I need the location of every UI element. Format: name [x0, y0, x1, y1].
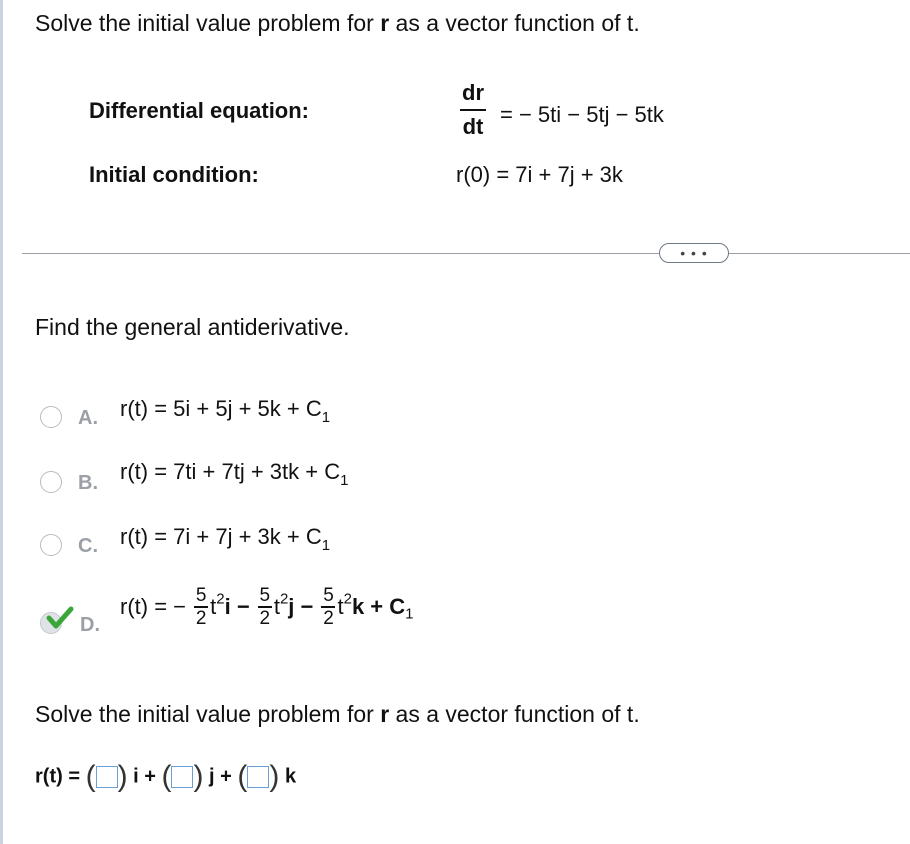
frac-den: 2 — [259, 607, 271, 629]
k-label: k — [284, 765, 297, 788]
frac-den: 2 — [195, 607, 207, 629]
option-c-subscript: 1 — [321, 537, 331, 554]
option-a-subscript: 1 — [321, 409, 331, 426]
i-component-input[interactable] — [96, 766, 118, 788]
option-b-radio[interactable] — [40, 471, 62, 493]
fraction-denominator: dt — [462, 113, 484, 139]
option-d-t2: t — [273, 593, 280, 619]
option-c-text: r(t) = 7i + 7j + 3k + C — [120, 524, 322, 549]
option-c-letter: C. — [78, 535, 98, 557]
option-d-lhs: r(t) = − — [120, 593, 187, 619]
diff-eq-rhs: = − 5ti − 5tj − 5tk — [500, 102, 664, 127]
initial-condition-label: Initial condition: — [89, 162, 259, 187]
question-text — [35, 10, 640, 37]
fraction-bar — [460, 109, 486, 111]
option-d-i: i − — [224, 593, 250, 619]
option-d-letter: D. — [80, 614, 100, 636]
option-d-j: j − — [288, 593, 314, 619]
k-component-input[interactable] — [247, 766, 269, 788]
part2-prefix: Solve the initial value problem for — [35, 701, 381, 727]
initial-condition-expr: r(0) = 7i + 7j + 3k — [456, 162, 623, 187]
option-d-subscript: 1 — [405, 605, 414, 623]
right-paren: ) — [269, 760, 280, 793]
frac-num: 5 — [259, 585, 271, 606]
fraction-numerator: dr — [462, 80, 484, 105]
j-component-input[interactable] — [171, 766, 193, 788]
option-a-expr[interactable] — [120, 396, 330, 426]
option-d-exp3: 2 — [343, 590, 352, 608]
dr-dt-fraction — [460, 80, 486, 140]
question-prefix: Solve the initial value problem for — [35, 10, 381, 36]
option-b-letter: B. — [78, 472, 98, 494]
answer-row — [35, 760, 296, 794]
part2-bold-r: r — [380, 701, 390, 727]
option-d-t3: t — [337, 593, 344, 619]
frac-den: 2 — [323, 607, 334, 629]
diff-eq-label: Differential equation: — [89, 98, 310, 123]
option-d-exp1: 2 — [216, 590, 225, 608]
part1-prompt: Find the general antiderivative. — [35, 314, 350, 340]
answer-lhs: r(t) = — [35, 765, 80, 788]
section-divider — [22, 253, 910, 254]
option-a-text: r(t) = 5i + 5j + 5k + C — [120, 396, 322, 421]
option-b-expr[interactable] — [120, 459, 348, 489]
left-border — [0, 0, 3, 844]
part2-suffix: as a vector function of t. — [389, 701, 640, 727]
left-paren: ( — [85, 760, 96, 793]
option-d-frac-2 — [258, 586, 272, 628]
left-paren: ( — [161, 760, 172, 793]
correct-check-icon — [46, 605, 74, 631]
option-c-expr[interactable] — [120, 524, 330, 554]
more-options-button[interactable]: • • • — [659, 243, 729, 263]
part2-prompt — [35, 701, 640, 728]
option-b-subscript: 1 — [340, 472, 349, 489]
question-bold-r: r — [380, 10, 390, 36]
option-d-t1: t — [210, 593, 217, 619]
option-d-expr[interactable] — [120, 586, 414, 628]
frac-num: 5 — [323, 585, 334, 606]
option-a-radio[interactable] — [40, 406, 62, 428]
option-b-text: r(t) = 7ti + 7tj + 3tk + C — [120, 459, 341, 484]
frac-num: 5 — [195, 585, 207, 606]
option-c-radio[interactable] — [40, 534, 62, 556]
right-paren: ) — [117, 760, 128, 793]
option-d-frac-3 — [321, 586, 335, 628]
left-paren: ( — [237, 760, 248, 793]
j-label: j + — [209, 765, 232, 788]
i-label: i + — [133, 765, 156, 788]
option-a-letter: A. — [78, 407, 98, 429]
option-d-frac-1 — [194, 586, 208, 628]
option-d-exp2: 2 — [279, 590, 289, 608]
right-paren: ) — [193, 760, 204, 793]
question-suffix: as a vector function of t. — [389, 10, 640, 36]
option-d-k: k + C — [351, 593, 406, 619]
